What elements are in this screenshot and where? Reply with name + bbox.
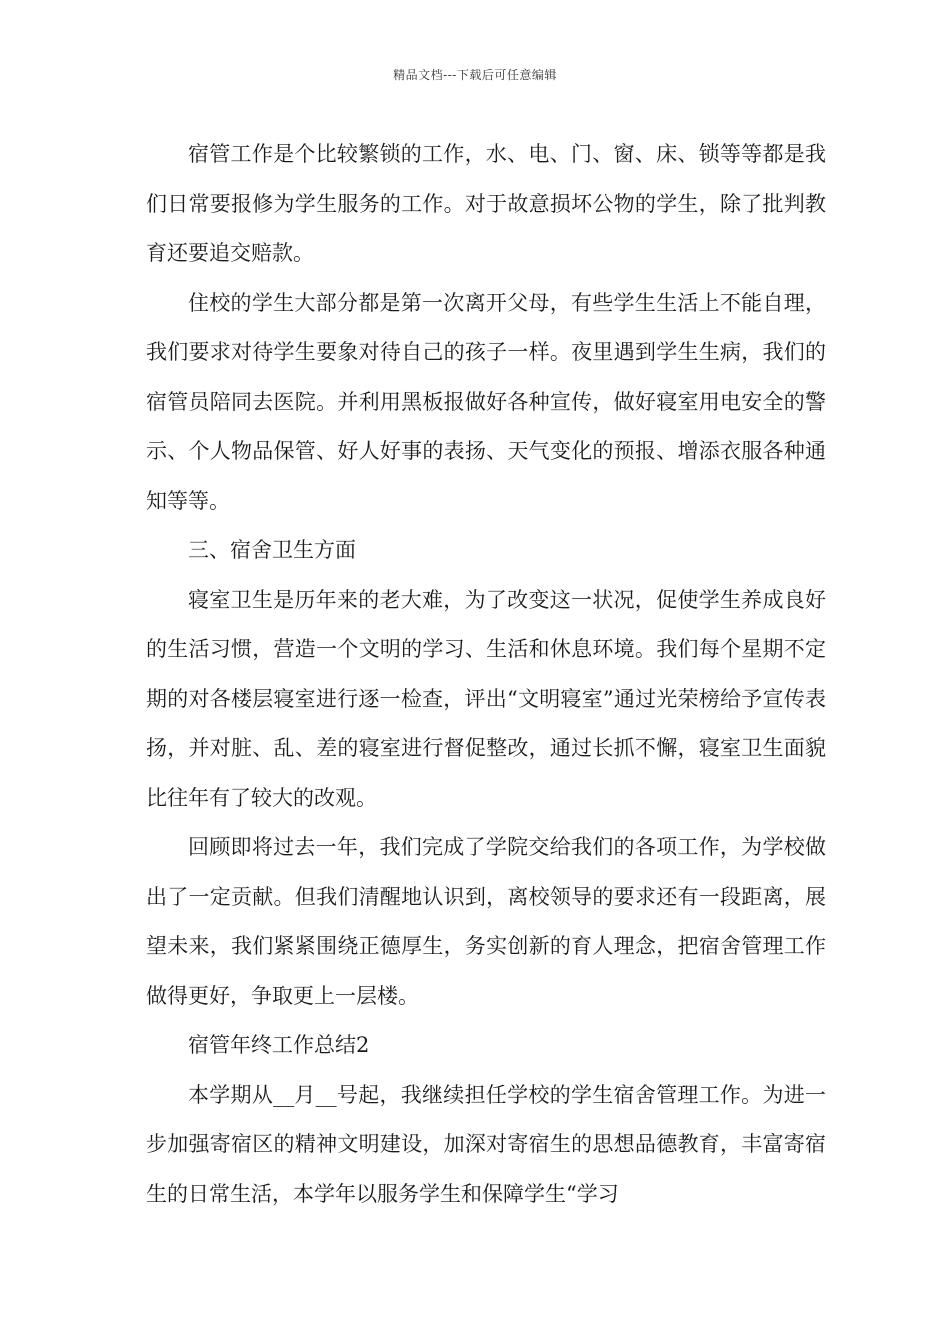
paragraph-maintenance: 宿管工作是个比较繁锁的工作，水、电、门、窗、床、锁等等都是我们日常要报修为学生服务的工作。对于故意损坏公物的学生，除了批判教育还要追交赔款。	[146, 142, 826, 265]
section-heading-summary-2: 宿管年终工作总结2	[188, 1033, 370, 1057]
paragraph-student-care: 住校的学生大部分都是第一次离开父母，有些学生生活上不能自理，我们要求对待学生要象对待自己的孩子一样。夜里遇到学生生病，我们的宿管员陪同去医院。并利用黑板报做好各种宣传，做好寝室用电安全的警示、个人物品保管、好人好事的表扬、天气变化的预报、增添衣服各种通知等等。	[146, 290, 826, 513]
section-heading-hygiene: 三、宿舍卫生方面	[188, 538, 356, 562]
document-body	[146, 130, 826, 1219]
paragraph-semester: 本学期从__月__号起，我继续担任学校的学生宿舍管理工作。为进一步加强寄宿区的精神文明建设，加深对寄宿生的思想品德教育，丰富寄宿生的日常生活，本学年以服务学生和保障学生“学习	[146, 1082, 826, 1206]
paragraph-review: 回顾即将过去一年，我们完成了学院交给我们的各项工作，为学校做出了一定贡献。但我们清醒地认识到，离校领导的要求还有一段距离，展望未来，我们紧紧围绕正德厚生，务实创新的育人理念，把宿舍管理工作做得更好，争取更上一层楼。	[146, 835, 826, 1008]
page-header: 精品文档---下载后可任意编辑	[393, 68, 557, 82]
paragraph-hygiene: 寝室卫生是历年来的老大难，为了改变这一状况，促使学生养成良好的生活习惯，营造一个文明的学习、生活和休息环境。我们每个星期不定期的对各楼层寝室进行逐一检查，评出“文明寝室”通过光荣榜给予宣传表扬，并对脏、乱、差的寝室进行督促整改，通过长抓不懈，寝室卫生面貌比往年有了较大的改观。	[146, 587, 826, 810]
